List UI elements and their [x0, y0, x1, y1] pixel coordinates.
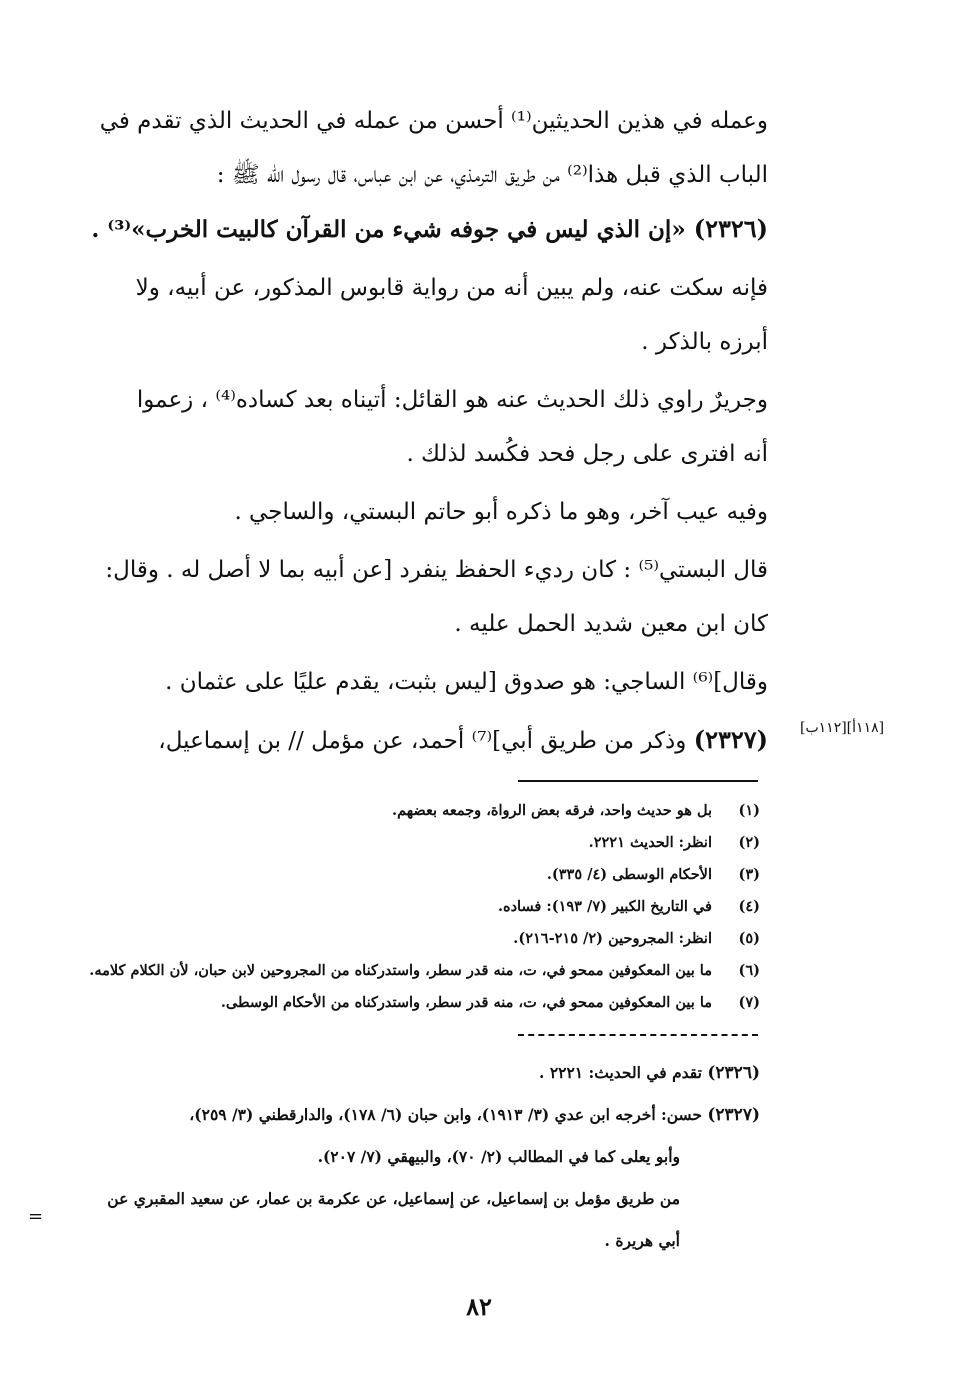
footnote-item	[60, 827, 760, 859]
hadith-2327	[48, 713, 768, 768]
hadith-number: (٢٣٢٦)	[693, 214, 768, 243]
footnote-number: (٧)	[738, 994, 760, 1011]
paragraph-line: كان ابن معين شديد الحمل عليه .	[454, 611, 768, 637]
takhrij-entry-2326	[40, 1052, 760, 1094]
hadith-text: وذكر من طريق أبي]⁽⁷⁾ أحمد، عن مؤمل // بن إسماعيل،	[158, 728, 687, 754]
continuation-mark: =	[28, 1206, 44, 1227]
footnote-text: انظر: المجروحين (٢/ ٢١٥-٢١٦).	[513, 930, 712, 947]
paragraph-line: وعمله في هذين الحديثين⁽¹⁾ أحسن من عمله في الحديث الذي تقدم في	[99, 108, 768, 134]
paragraph-line: وقال]⁽⁶⁾ الساجي: هو صدوق [ليس بثبت، يقدم عليًا على عثمان .	[165, 669, 768, 695]
paragraph-line: وفيه عيب آخر، وهو ما ذكره أبو حاتم البستي، والساجي .	[234, 499, 768, 525]
hadith-text: «إن الذي ليس في جوفه شيء من القرآن كالبيت الخرب»⁽³⁾ .	[91, 216, 686, 243]
footnote-text: انظر: الحديث ٢٢٢١.	[588, 834, 712, 851]
footnote-number: (٣)	[738, 866, 760, 883]
footnote-number: (٥)	[738, 930, 760, 947]
takhrij-number: (٢٣٢٧)	[707, 1105, 760, 1125]
main-text	[48, 94, 768, 768]
footnote-text: ما بين المعكوفين ممحو في، ت، منه قدر سطر، واستدركناه من المجروحين لابن حبان، لأن الكلام كلامه.	[89, 962, 712, 979]
footnote-item	[60, 795, 760, 827]
manuscript-folio-reference: [١١٨أ][١١٢ب]	[800, 720, 885, 736]
footnote-separator	[518, 780, 758, 782]
footnote-number: (٦)	[738, 962, 760, 979]
footnote-text: بل هو حديث واحد، فرقه بعض الرواة، وجمعه بعضهم.	[392, 802, 712, 819]
footnotes	[60, 795, 760, 1019]
takhrij-entry-2327	[40, 1094, 760, 1136]
footnote-text: في التاريخ الكبير (٧/ ١٩٣): فساده.	[497, 898, 712, 915]
takhrij-number: (٢٣٢٦)	[707, 1063, 760, 1083]
footnote-item	[60, 859, 760, 891]
footnote-number: (١)	[738, 802, 760, 819]
paragraph-line: قال البستي⁽⁵⁾ : كان رديء الحفظ ينفرد [عن أبيه بما لا أصل له . وقال:	[105, 557, 768, 583]
footnote-text: الأحكام الوسطى (٤/ ٣٣٥).	[546, 866, 712, 883]
takhrij-text: حسن: أخرجه ابن عدي (٣/ ١٩١٣)، وابن حبان (٦/ ١٧٨)، والدارقطني (٣/ ٢٥٩)،	[189, 1105, 702, 1124]
footnote-item	[60, 987, 760, 1019]
takhrij-section	[40, 1052, 760, 1262]
takhrij-line: وأبو يعلى كما في المطالب (٢/ ٧٠)، والبيهقي (٧/ ٢٠٧).	[317, 1147, 680, 1166]
footnote-item	[60, 891, 760, 923]
page-number: ٨٢	[466, 1292, 492, 1321]
paragraph-line: فإنه سكت عنه، ولم يبين أنه من رواية قابوس المذكور، عن أبيه، ولا	[135, 275, 768, 301]
footnote-item	[60, 955, 760, 987]
footnote-text: ما بين المعكوفين ممحو في، ت، منه قدر سطر، واستدركناه من الأحكام الوسطى.	[220, 994, 712, 1011]
footnote-number: (٢)	[738, 834, 760, 851]
paragraph-line: أنه افترى على رجل فحد فكُسد لذلك .	[406, 441, 768, 467]
footnote-number: (٤)	[738, 898, 760, 915]
takhrij-line: من طريق مؤمل بن إسماعيل، عن إسماعيل، عن عكرمة بن عمار، عن سعيد المقبري عن	[107, 1189, 680, 1208]
hadith-number: (٢٣٢٧)	[693, 725, 768, 754]
hadith-2326	[48, 202, 768, 257]
paragraph-line: وجريرٌ راوي ذلك الحديث عنه هو القائل: أتيناه بعد كساده⁽⁴⁾ ، زعموا	[136, 387, 768, 413]
takhrij-text: تقدم في الحديث: ٢٢٢١ .	[539, 1063, 702, 1082]
takhrij-line: أبي هريرة .	[604, 1231, 680, 1250]
takhrij-separator	[518, 1034, 758, 1036]
paragraph-line: أبرزه بالذكر .	[641, 329, 768, 355]
footnote-item	[60, 923, 760, 955]
paragraph-line: الباب الذي قبل هذا⁽²⁾ من طريق الترمذي، عن ابن عباس، قال رسول الله ﷺ :	[216, 162, 768, 188]
